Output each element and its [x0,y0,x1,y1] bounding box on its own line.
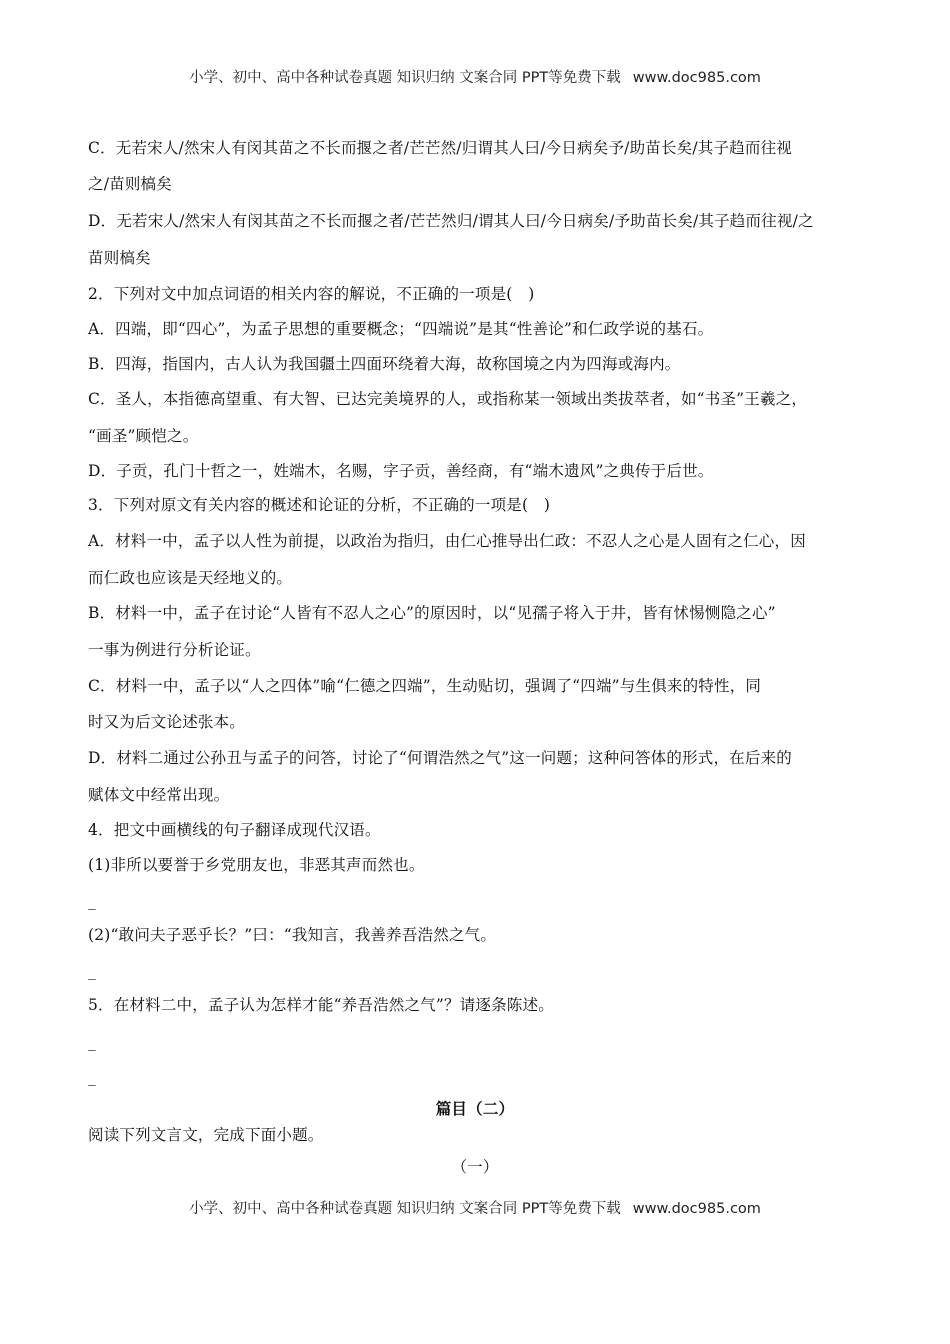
footer-url[interactable]: www.doc985.com [632,1201,761,1217]
section-subtitle: （一） [451,1158,499,1176]
header-text: 小学、初中、高中各种试卷真题 知识归纳 文案合同 PPT等免费下载 [189,70,621,86]
q3-option-c-line2: 时又为后文论述张本。 [88,713,246,731]
q1-option-d-line1: D．无若宋人/然宋人有闵其苗之不长而揠之者/芒芒然归/谓其人曰/今日病矣/予助苗长矣/其子趋而往视/之 [88,212,814,230]
page-footer [0,1197,950,1218]
q2-option-c-line2: “画圣”顾恺之。 [88,427,199,445]
q2-option-d: D．子贡，孔门十哲之一，姓端木，名赐，字子贡，善经商，有“端木遗风”之典传于后世。 [88,462,714,480]
q3-option-c-line1: C．材料一中，孟子以“人之四体”喻“仁德之四端”，生动贴切，强调了“四端”与生俱来的特性，同 [88,677,762,695]
q3-option-d-line1: D．材料二通过公孙丑与孟子的问答，讨论了“何谓浩然之气”这一问题；这种问答体的形式，在后来的 [88,749,792,767]
q3-option-b-line1: B．材料一中，孟子在讨论“人皆有不忍人之心”的原因时，以“见孺子将入于井，皆有怵惕恻隐之心” [88,604,776,622]
q3-option-d-line2: 赋体文中经常出现。 [88,786,230,804]
q3-option-a-line1: A．材料一中，孟子以人性为前提，以政治为指归，由仁心推导出仁政：不忍人之心是人固有之仁心，因 [88,532,806,550]
q3-option-b-line2: 一事为例进行分析论证。 [88,641,261,659]
section-intro: 阅读下列文言文，完成下面小题。 [88,1126,324,1144]
q1-option-d-line2: 苗则槁矣 [88,249,151,267]
q1-option-c-line2: 之/苗则槁矣 [88,175,172,193]
q1-option-c-line1: C．无若宋人/然宋人有闵其苗之不长而揠之者/芒芒然/归谓其人曰/今日病矣予/助苗长矣/其子趋而往视 [88,139,792,157]
q5-answer-blank-2: _ [88,1068,96,1086]
q2-stem: 2．下列对文中加点词语的相关内容的解说，不正确的一项是( ) [88,285,535,303]
section-title: 篇目（二） [435,1099,515,1118]
q3-stem: 3．下列对原文有关内容的概述和论证的分析，不正确的一项是( ) [88,496,551,514]
header-url[interactable]: www.doc985.com [632,70,761,86]
q2-option-b: B．四海，指国内，古人认为我国疆土四面环绕着大海，故称国境之内为四海或海内。 [88,355,681,373]
q3-option-a-line2: 而仁政也应该是天经地义的。 [88,569,293,587]
q5-stem: 5．在材料二中，孟子认为怎样才能“养吾浩然之气”？请逐条陈述。 [88,996,554,1014]
q4-answer-blank-2: _ [88,962,96,980]
q4-answer-blank-1: _ [88,892,96,910]
q4-stem: 4．把文中画横线的句子翻译成现代汉语。 [88,821,381,839]
footer-text: 小学、初中、高中各种试卷真题 知识归纳 文案合同 PPT等免费下载 [189,1201,621,1217]
page-header [0,66,950,87]
q2-option-a: A．四端，即“四心”，为孟子思想的重要概念；“四端说”是其“性善论”和仁政学说的基石。 [88,320,714,338]
q2-option-c-line1: C．圣人，本指德高望重、有大智、已达完美境界的人，或指称某一领域出类拔萃者，如“书圣”王羲之， [88,390,808,408]
q4-sentence-1: (1)非所以要誉于乡党朋友也，非恶其声而然也。 [88,856,425,874]
q4-sentence-2: (2)“敢问夫子恶乎长？”曰：“我知言，我善养吾浩然之气。 [88,926,497,944]
q5-answer-blank-1: _ [88,1033,96,1051]
